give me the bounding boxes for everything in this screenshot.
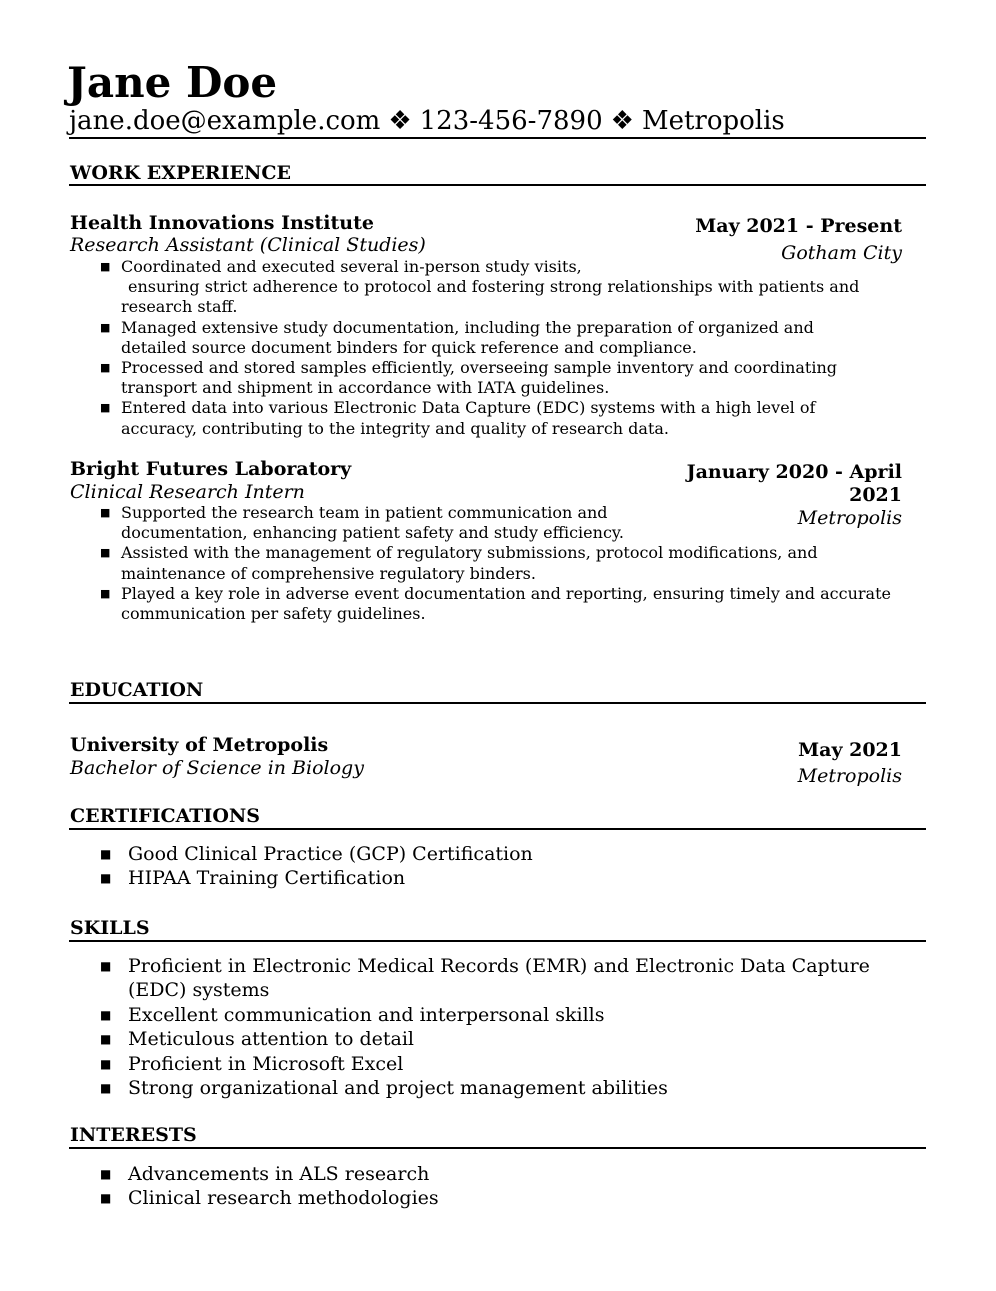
header-divider [69,137,926,139]
skill-text: Meticulous attention to detail [128,1028,414,1051]
certifications-list [100,842,533,891]
interest-text: Clinical research methodologies [128,1187,439,1210]
bullet-text: Assisted with the management of regulatory submissions, protocol modifications, and maintenance of comprehensive regulatory binders. [121,543,818,583]
separator-icon: ❖ [388,106,412,136]
bullet-icon: ■ [100,847,112,861]
skills-list [100,954,900,1100]
education-date: May 2021 [798,739,902,761]
section-title-interests: INTERESTS [70,1124,197,1146]
bullet-icon: ■ [100,260,111,273]
bullet-icon: ■ [100,401,111,415]
list-item [100,1162,439,1186]
bullet-text: Managed extensive study documentation, including the preparation of organized and detailed source document binders for quick reference and compliance. [121,317,814,357]
job-organization: Bright Futures Laboratory [70,458,352,480]
list-item [100,543,891,583]
list-item [100,318,881,358]
bullet-text: Coordinated and executed several in-person study visits, [121,257,582,276]
list-item [100,257,920,318]
job-location: Gotham City [781,242,902,264]
section-title-skills: SKILLS [70,917,150,939]
job-bullet-list [100,503,891,624]
list-item [100,1076,900,1100]
list-item [100,1027,900,1051]
skill-text: Strong organizational and project management abilities [128,1077,668,1100]
job-location: Metropolis [797,507,902,529]
job-dates: May 2021 - Present [695,215,902,237]
bullet-icon: ■ [100,1007,112,1022]
phone-text: 123-456-7890 [419,106,603,136]
bullet-text: Played a key role in adverse event documentation and reporting, ensuring timely and accurate communication per safety guidelines. [121,583,891,624]
bullet-icon: ■ [100,506,111,519]
contact-line [69,104,785,138]
section-divider [69,702,926,704]
list-item [100,1003,900,1027]
list-item [100,1186,439,1210]
bullet-icon: ■ [100,1032,112,1047]
section-divider [69,828,926,830]
candidate-name: Jane Doe [67,58,278,107]
job-dates: January 2020 - April [686,461,902,483]
job-role: Clinical Research Intern [70,481,305,503]
separator-icon: ❖ [610,106,634,136]
certification-text: Good Clinical Practice (GCP) Certification [128,843,533,865]
list-item [100,954,900,1003]
job-bullet-list [100,257,920,439]
bullet-icon: ■ [100,546,111,560]
list-item [100,842,533,866]
section-divider [69,184,926,186]
list-item [100,503,636,543]
bullet-text: Processed and stored samples efficiently, overseeing sample inventory and coordinating transport and shipment in accordance with IATA guidelines. [121,358,838,398]
skill-text: Excellent communication and interpersonal skills [128,1003,605,1026]
education-school: University of Metropolis [70,734,329,756]
interest-text: Advancements in ALS research [128,1163,430,1185]
section-divider [69,940,926,942]
section-title-certifications: CERTIFICATIONS [70,805,260,827]
bullet-icon: ■ [100,1056,112,1071]
job-dates: 2021 [849,484,902,506]
section-divider [69,1147,926,1149]
bullet-text: ensuring strict adherence to protocol and fostering strong relationships with patients and research staff. [121,277,860,317]
list-item [100,358,911,398]
education-location: Metropolis [797,765,902,787]
bullet-text: Entered data into various Electronic Data Capture (EDC) systems with a high level of accuracy, contributing to the integrity and quality of research data. [121,398,816,438]
list-item [100,584,891,624]
location-text: Metropolis [641,106,785,136]
bullet-icon: ■ [100,959,112,973]
section-title-work: WORK EXPERIENCE [70,162,291,184]
list-item [100,866,533,890]
job-role: Research Assistant (Clinical Studies) [70,234,426,256]
section-title-education: EDUCATION [70,679,204,701]
bullet-icon: ■ [100,871,112,886]
interests-list [100,1162,439,1211]
bullet-icon: ■ [100,320,111,334]
certification-text: HIPAA Training Certification [128,867,406,890]
skill-text: Proficient in Microsoft Excel [128,1052,404,1075]
list-item [100,1052,900,1076]
bullet-icon: ■ [100,1167,112,1181]
bullet-icon: ■ [100,1191,112,1206]
bullet-icon: ■ [100,1081,112,1096]
job-organization: Health Innovations Institute [70,212,374,234]
list-item [100,398,886,438]
bullet-text: Supported the research team in patient communication and documentation, enhancing patient safety and study efficiency. [121,503,624,543]
email-text: jane.doe@example.com [69,106,381,136]
bullet-icon: ■ [100,361,111,375]
bullet-icon: ■ [100,586,111,600]
skill-text: Proficient in Electronic Medical Records (EMR) and Electronic Data Capture (EDC) systems [128,955,870,1002]
education-degree: Bachelor of Science in Biology [70,757,364,779]
